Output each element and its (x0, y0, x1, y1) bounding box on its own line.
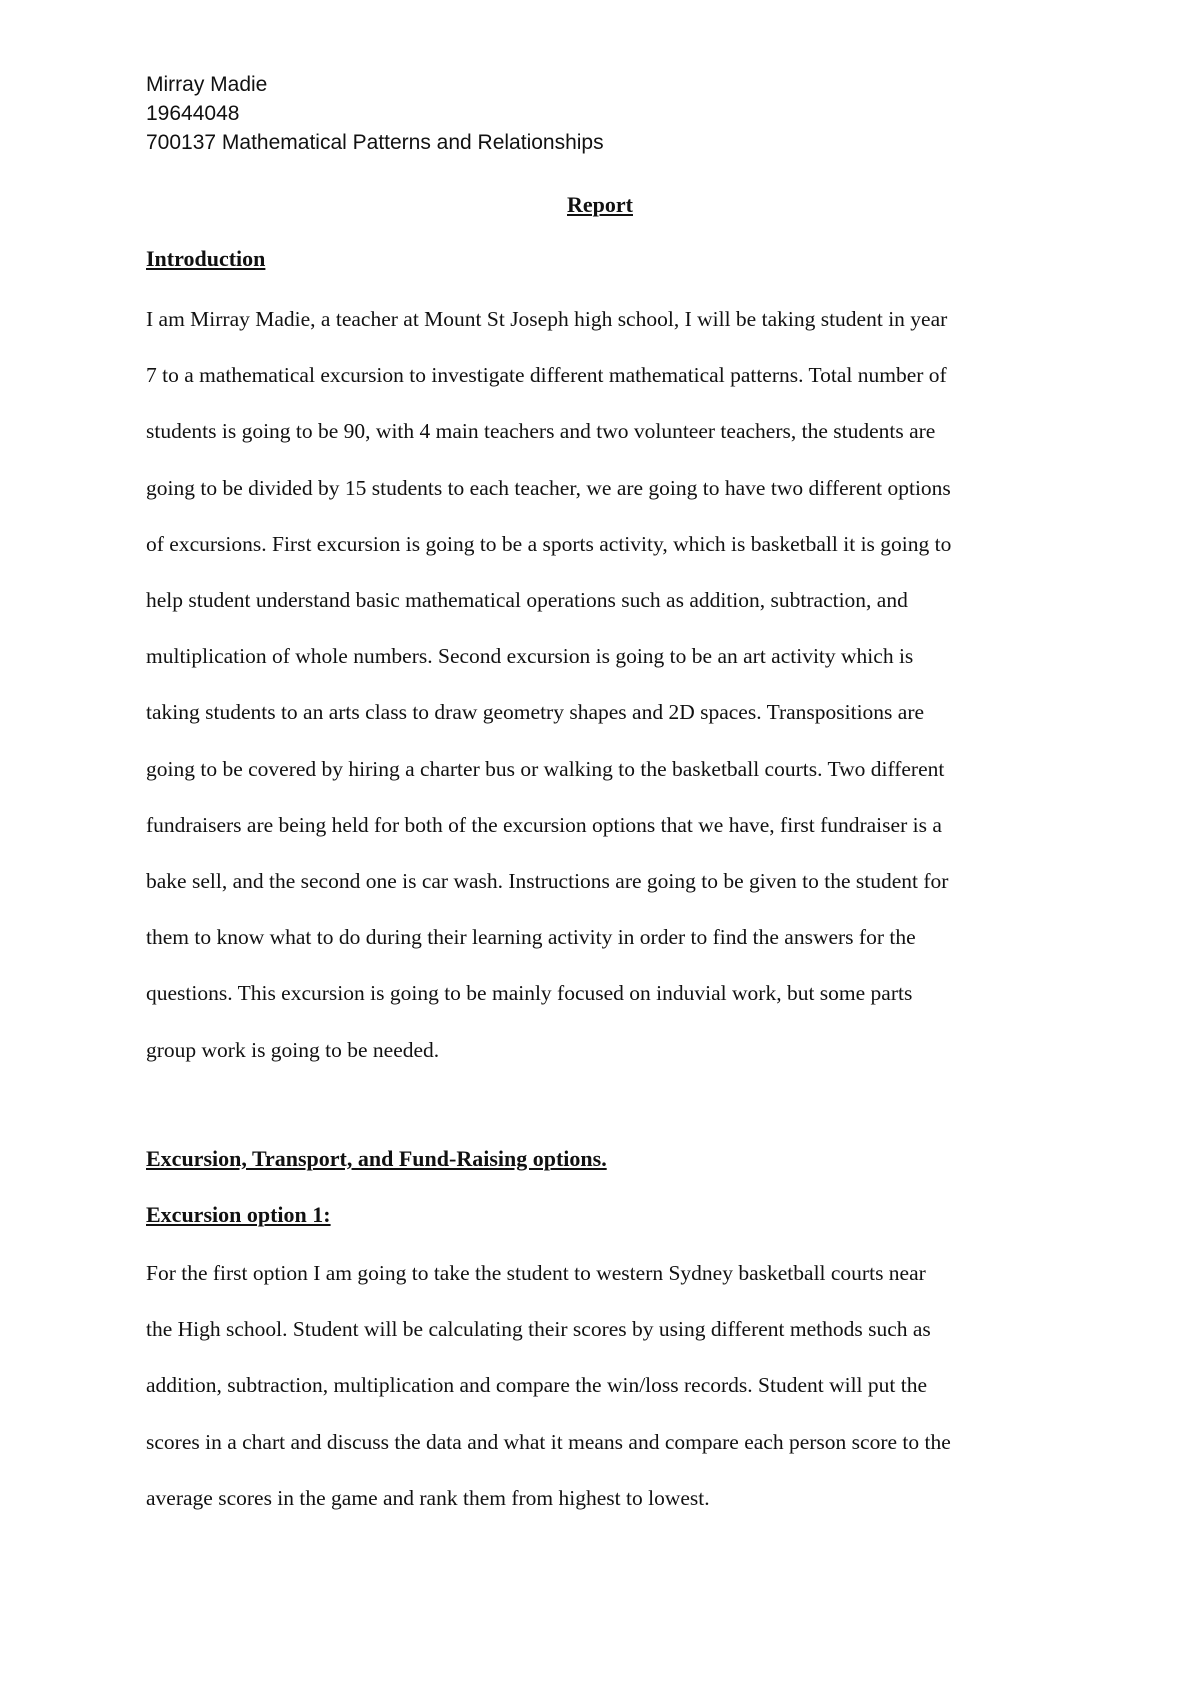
paragraph-line: going to be divided by 15 students to each teacher, we are going to have two different options (146, 475, 951, 500)
excursion-option-1-paragraph (146, 1245, 1076, 1526)
paragraph-line: For the first option I am going to take the student to western Sydney basketball courts near (146, 1261, 926, 1285)
report-title: Report (567, 192, 633, 217)
paragraph-line: students is going to be 90, with 4 main teachers and two volunteer teachers, the students are (146, 419, 936, 444)
introduction-heading: Introduction (146, 246, 266, 271)
paragraph-line: scores in a chart and discuss the data and what it means and compare each person score to the (146, 1429, 951, 1454)
paragraph-line: I am Mirray Madie, a teacher at Mount St Joseph high school, I will be taking student in year (146, 307, 948, 331)
paragraph-line: group work is going to be needed. (146, 1037, 440, 1062)
paragraph-line: taking students to an arts class to draw geometry shapes and 2D spaces. Transpositions are (146, 700, 925, 725)
student-id: 19644048 (146, 102, 240, 125)
paragraph-line: multiplication of whole numbers. Second excursion is going to be an art activity which is (146, 644, 914, 669)
paragraph-line: help student understand basic mathematical operations such as addition, subtraction, and (146, 588, 908, 613)
paragraph-line: fundraisers are being held for both of the excursion options that we have, first fundraiser is a (146, 812, 942, 837)
paragraph-line: addition, subtraction, multiplication and compare the win/loss records. Student will put the (146, 1373, 928, 1398)
paragraph-line: going to be covered by hiring a charter bus or walking to the basketball courts. Two different (146, 756, 945, 781)
excursion-option-1-heading: Excursion option 1: (146, 1202, 331, 1227)
introduction-paragraph (146, 291, 1076, 1078)
paragraph-line: average scores in the game and rank them from highest to lowest. (146, 1485, 710, 1510)
paragraph-line: questions. This excursion is going to be mainly focused on induvial work, but some parts (146, 981, 913, 1006)
author-name: Mirray Madie (146, 73, 268, 96)
paragraph-line: bake sell, and the second one is car wash. Instructions are going to be given to the student for (146, 869, 949, 894)
paragraph-line: 7 to a mathematical excursion to investigate different mathematical patterns. Total number of (146, 363, 947, 388)
unit-title: 700137 Mathematical Patterns and Relationships (146, 131, 604, 154)
paragraph-line: them to know what to do during their learning activity in order to find the answers for the (146, 925, 916, 950)
author-header (146, 70, 604, 157)
options-section-heading: Excursion, Transport, and Fund-Raising options. (146, 1146, 607, 1171)
paragraph-line: of excursions. First excursion is going to be a sports activity, which is basketball it is going to (146, 531, 952, 556)
paragraph-line: the High school. Student will be calculating their scores by using different methods such as (146, 1317, 931, 1342)
